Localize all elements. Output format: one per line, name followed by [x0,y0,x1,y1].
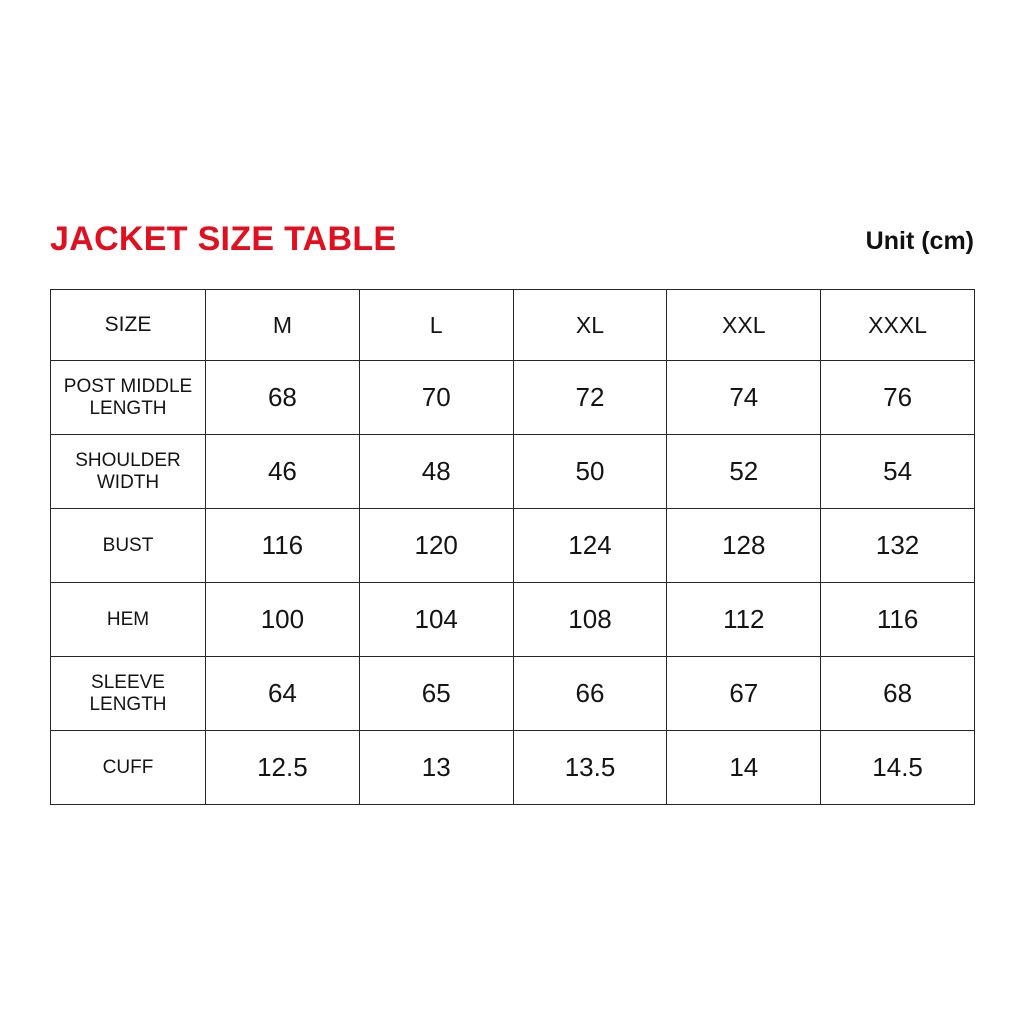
cell-value: 64 [206,657,360,731]
cell-value: 13.5 [513,731,667,805]
row-label-line1: POST MIDDLE [63,376,193,398]
cell-value: 132 [821,509,975,583]
table-row [51,657,975,731]
cell-value: 112 [667,583,821,657]
row-label-hem: HEM [51,583,206,657]
column-header-size: SIZE [51,290,206,361]
unit-label: Unit (cm) [865,227,974,255]
cell-value: 13 [359,731,513,805]
table-body [51,361,975,805]
cell-value: 50 [513,435,667,509]
table-row [51,731,975,805]
cell-value: 46 [206,435,360,509]
column-header-xxxl: XXXL [821,290,975,361]
column-header-l: L [359,290,513,361]
cell-value: 104 [359,583,513,657]
column-header-xl: XL [513,290,667,361]
column-header-m: M [206,290,360,361]
table-header-row [51,290,975,361]
table-row [51,361,975,435]
chart-header [50,222,974,256]
cell-value: 54 [821,435,975,509]
cell-value: 48 [359,435,513,509]
cell-value: 68 [821,657,975,731]
table-row [51,583,975,657]
cell-value: 124 [513,509,667,583]
row-label-line2: LENGTH [89,397,167,419]
page-title: JACKET SIZE TABLE [50,220,397,258]
cell-value: 65 [359,657,513,731]
table-header [51,290,975,361]
column-header-xxl: XXL [667,290,821,361]
row-label-bust: BUST [51,509,206,583]
cell-value: 67 [667,657,821,731]
cell-value: 128 [667,509,821,583]
cell-value: 76 [821,361,975,435]
cell-value: 116 [821,583,975,657]
row-label-sleeve-length [51,657,206,731]
row-label-line2: WIDTH [96,471,160,493]
cell-value: 14 [667,731,821,805]
cell-value: 14.5 [821,731,975,805]
cell-value: 70 [359,361,513,435]
cell-value: 108 [513,583,667,657]
cell-value: 68 [206,361,360,435]
cell-value: 116 [206,509,360,583]
table-row [51,435,975,509]
row-label-cuff: CUFF [51,731,206,805]
cell-value: 72 [513,361,667,435]
cell-value: 120 [359,509,513,583]
table-row [51,509,975,583]
cell-value: 52 [667,435,821,509]
row-label-post-middle-length [51,361,206,435]
row-label-shoulder-width [51,435,206,509]
cell-value: 66 [513,657,667,731]
row-label-line2: LENGTH [89,693,167,715]
size-table [50,289,975,805]
cell-value: 74 [667,361,821,435]
cell-value: 100 [206,583,360,657]
row-label-line1: SHOULDER [75,450,181,472]
cell-value: 12.5 [206,731,360,805]
row-label-line1: SLEEVE [91,672,165,694]
